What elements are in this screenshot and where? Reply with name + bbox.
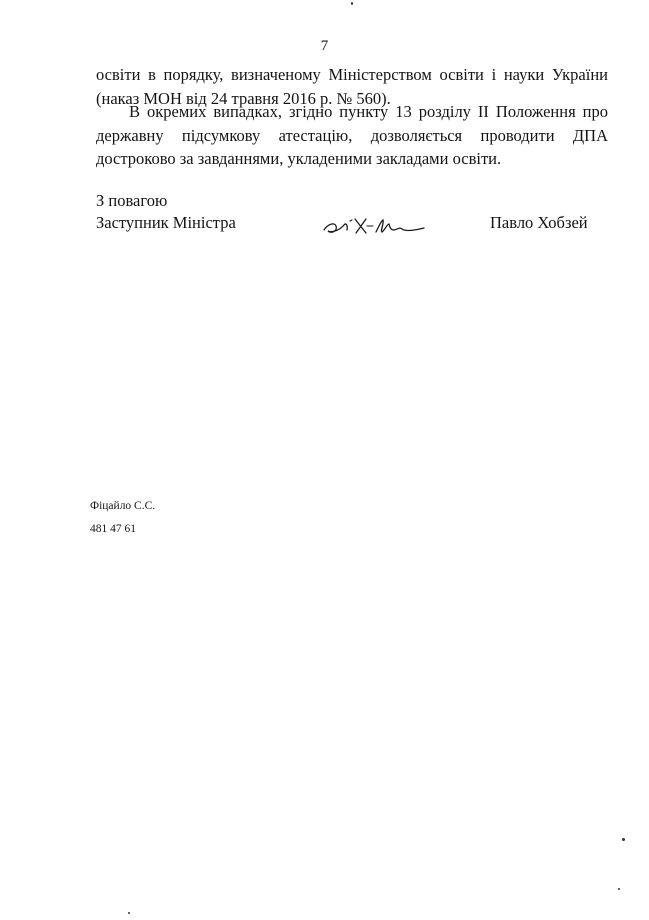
scan-speck	[622, 838, 625, 841]
paragraph-line: (наказ МОН від 24 травня 2016 р. № 560).	[96, 88, 391, 108]
scan-speck	[128, 912, 130, 914]
signer-name: Павло Хобзей	[490, 213, 588, 232]
signer-position: Заступник Міністра	[96, 213, 236, 232]
paragraph-2	[96, 100, 608, 171]
paragraph-line: освіти в порядку, визначеному Міністерством освіти і науки України	[96, 65, 608, 84]
executor-name: Фіцайло С.С.	[90, 500, 156, 512]
closing-block	[96, 190, 236, 234]
scan-speck	[618, 888, 620, 890]
paragraph-line: державну підсумкову атестацію, дозволяється проводити ДПА	[96, 125, 608, 145]
salutation: З повагою	[96, 191, 168, 210]
paragraph-line: В окремих випадках, згідно пункту 13 розділу ІІ Положення про	[129, 102, 608, 121]
executor-block	[90, 495, 155, 541]
signature-graphic	[320, 206, 432, 240]
executor-phone: 481 47 61	[90, 523, 136, 535]
handwritten-signature	[320, 206, 432, 240]
scan-speck	[351, 2, 353, 5]
page-number: 7	[320, 38, 329, 54]
paragraph-line: достроково за завданнями, укладеними закладами освіти.	[96, 149, 502, 168]
